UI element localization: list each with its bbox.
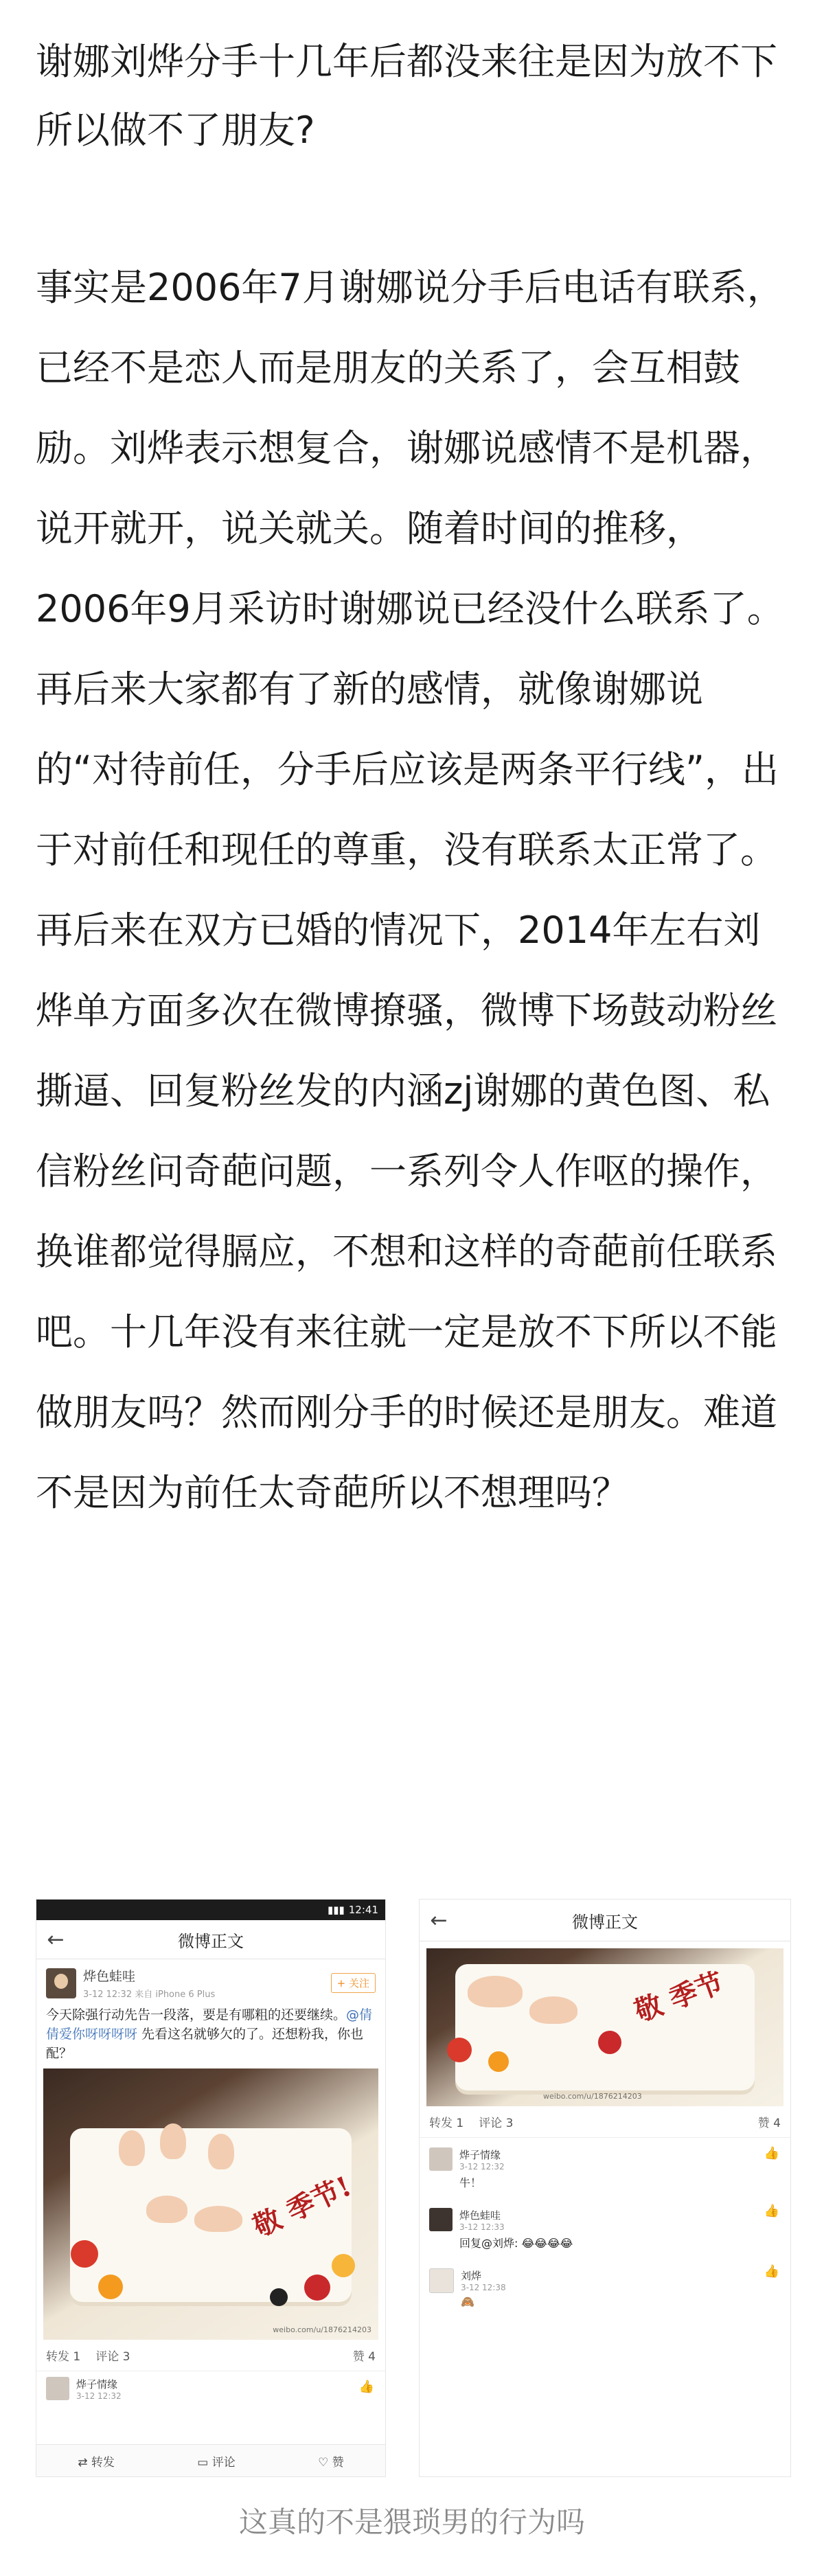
weibo-screenshot-left — [36, 1899, 386, 2477]
weibo-titlebar — [420, 1900, 790, 1941]
weibo-title: 微博正文 — [178, 1931, 244, 1951]
cake-figure — [208, 2134, 234, 2169]
comment-username[interactable]: 烨子情缘 — [76, 2378, 118, 2391]
cake-figure — [529, 1996, 577, 2024]
post-text — [36, 2003, 385, 2068]
cake-figure — [468, 1976, 523, 2007]
cake-figure — [119, 2130, 145, 2166]
comment-username[interactable]: 刘烨 — [461, 2270, 482, 2282]
comment-time: 3-12 12:33 — [459, 2222, 505, 2232]
comment-avatar[interactable] — [46, 2377, 69, 2400]
like-icon: ♡ — [318, 2455, 332, 2470]
cake-figure — [160, 2123, 186, 2159]
status-time: 12:41 — [348, 1904, 378, 1916]
comment-count[interactable]: 评论 3 — [95, 2350, 130, 2364]
repost-label: 转发 — [91, 2455, 115, 2470]
weibo-screenshot-right — [419, 1899, 791, 2477]
comment-avatar[interactable] — [429, 2268, 454, 2293]
like-label: 赞 — [332, 2455, 344, 2470]
comment-text: 牛！ — [459, 2176, 482, 2189]
comment-label: 评论 — [211, 2455, 236, 2470]
post-text-before: 今天除强行动先告一段落，要是有哪粗的还要继续。 — [46, 2007, 347, 2022]
repost-icon: ⇄ — [78, 2455, 91, 2470]
weibo-titlebar — [36, 1920, 385, 1959]
comment-text: 🙈 — [461, 2295, 474, 2308]
repost-button[interactable] — [78, 2452, 115, 2470]
screenshot-group — [36, 1899, 791, 2476]
avatar[interactable] — [46, 1968, 76, 1998]
thumb-up-icon[interactable]: 👍 — [764, 2264, 779, 2279]
post-meta: 3-12 12:32 来自 iPhone 6 Plus — [83, 1990, 216, 2000]
comment-username[interactable]: 烨色蛙哇 — [459, 2209, 501, 2222]
signal-icon: ▮▮▮ — [328, 1904, 345, 1916]
comment-avatar[interactable] — [429, 2208, 453, 2231]
strawberry-decoration — [447, 2038, 472, 2062]
answer-paragraph: 事实是2006年7月谢娜说分手后电话有联系，已经不是恋人而是朋友的关系了，会互相鼓励。刘烨表示想复合，谢娜说感情不是机器，说开就开，说关就关。随着时间的推移，2006年9月采访时谢娜说已经没什么联系了。再后来大家都有了新的感情，就像谢娜说的“对待前任，分手后应该是两条平行线”，出于对前任和现任的尊重，没有联系太正常了。再后来在双方已婚的情况下，2014年左右刘烨单方面多次在微博撩骚，微博下场鼓动粉丝撕逼、回复粉丝发的内涵zj谢娜的黄色图、私信粉丝问奇葩问题，一系列令人作呕的操作，换谁都觉得膈应，不想和这样的奇葩前任联系吧。十几年没有来往就一定是放不下所以不能做朋友吗？然而刚分手的时候还是朋友。难道不是因为前任太奇葩所以不想理吗？ — [36, 266, 784, 1514]
like-count[interactable]: 赞 4 — [757, 2117, 781, 2130]
comment-item — [36, 2371, 385, 2406]
comment-item — [420, 2138, 790, 2196]
post-counts — [420, 2106, 790, 2138]
strawberry-decoration — [71, 2240, 98, 2268]
post-counts — [36, 2340, 385, 2371]
comment-icon: ▭ — [197, 2455, 212, 2470]
orange-decoration — [98, 2275, 123, 2299]
like-count[interactable]: 赞 4 — [352, 2350, 376, 2364]
comment-time: 3-12 12:32 — [76, 2391, 122, 2401]
thumb-up-icon[interactable]: 👍 — [764, 2146, 779, 2161]
photo-watermark: weibo.com/u/1876214203 — [543, 2092, 642, 2101]
follow-button[interactable]: + 关注 — [331, 1973, 376, 1993]
comment-username[interactable]: 烨子情缘 — [459, 2149, 501, 2161]
question-heading: 谢娜刘烨分手十几年后都没来往是因为放不下所以做不了朋友? — [36, 40, 777, 152]
like-button[interactable] — [318, 2452, 344, 2470]
comment-item — [420, 2256, 790, 2314]
weibo-title: 微博正文 — [572, 1912, 638, 1932]
thumb-up-icon[interactable]: 👍 — [358, 2380, 374, 2394]
post-mention[interactable]: @倩倩爱你呀呀呀呀 — [46, 2007, 373, 2042]
post-text-after: 先看这名就够欠的了。还想粉我，你也配？ — [46, 2027, 364, 2061]
back-arrow-icon[interactable]: ← — [430, 1908, 448, 1933]
comment-time: 3-12 12:32 — [459, 2162, 505, 2172]
repost-count[interactable]: 转发 1 — [429, 2117, 464, 2130]
thumb-up-icon[interactable]: 👍 — [764, 2204, 779, 2218]
photo-watermark: weibo.com/u/1876214203 — [273, 2325, 371, 2334]
cake-photo[interactable] — [426, 1948, 783, 2106]
cake-figure — [194, 2206, 242, 2232]
comment-button[interactable] — [197, 2452, 235, 2470]
comment-count[interactable]: 评论 3 — [479, 2117, 514, 2130]
orange-decoration — [332, 2254, 355, 2277]
cake-writing: 敬 季节 — [630, 1966, 728, 2029]
back-arrow-icon[interactable]: ← — [47, 1927, 65, 1952]
bottom-action-bar — [36, 2444, 385, 2476]
cake-photo[interactable] — [43, 2068, 378, 2340]
post-header — [36, 1959, 385, 2003]
phone-status-bar — [36, 1900, 385, 1920]
comment-item — [420, 2196, 790, 2256]
comment-time: 3-12 12:38 — [461, 2283, 506, 2292]
comment-avatar[interactable] — [429, 2147, 453, 2171]
image-caption: 这真的不是猥琐男的行为吗 — [238, 2505, 585, 2539]
cake-figure — [146, 2196, 187, 2223]
comment-text: 回复@刘烨: 😂😂😂😂 — [459, 2237, 573, 2250]
strawberry-decoration — [304, 2275, 330, 2301]
post-username[interactable]: 烨色蛙哇 — [83, 1969, 136, 1984]
strawberry-decoration — [598, 2031, 621, 2054]
repost-count[interactable]: 转发 1 — [46, 2350, 81, 2364]
cake-writing: 敬 季节! — [248, 2169, 356, 2244]
orange-decoration — [488, 2051, 509, 2072]
blueberry-decoration — [270, 2288, 288, 2306]
